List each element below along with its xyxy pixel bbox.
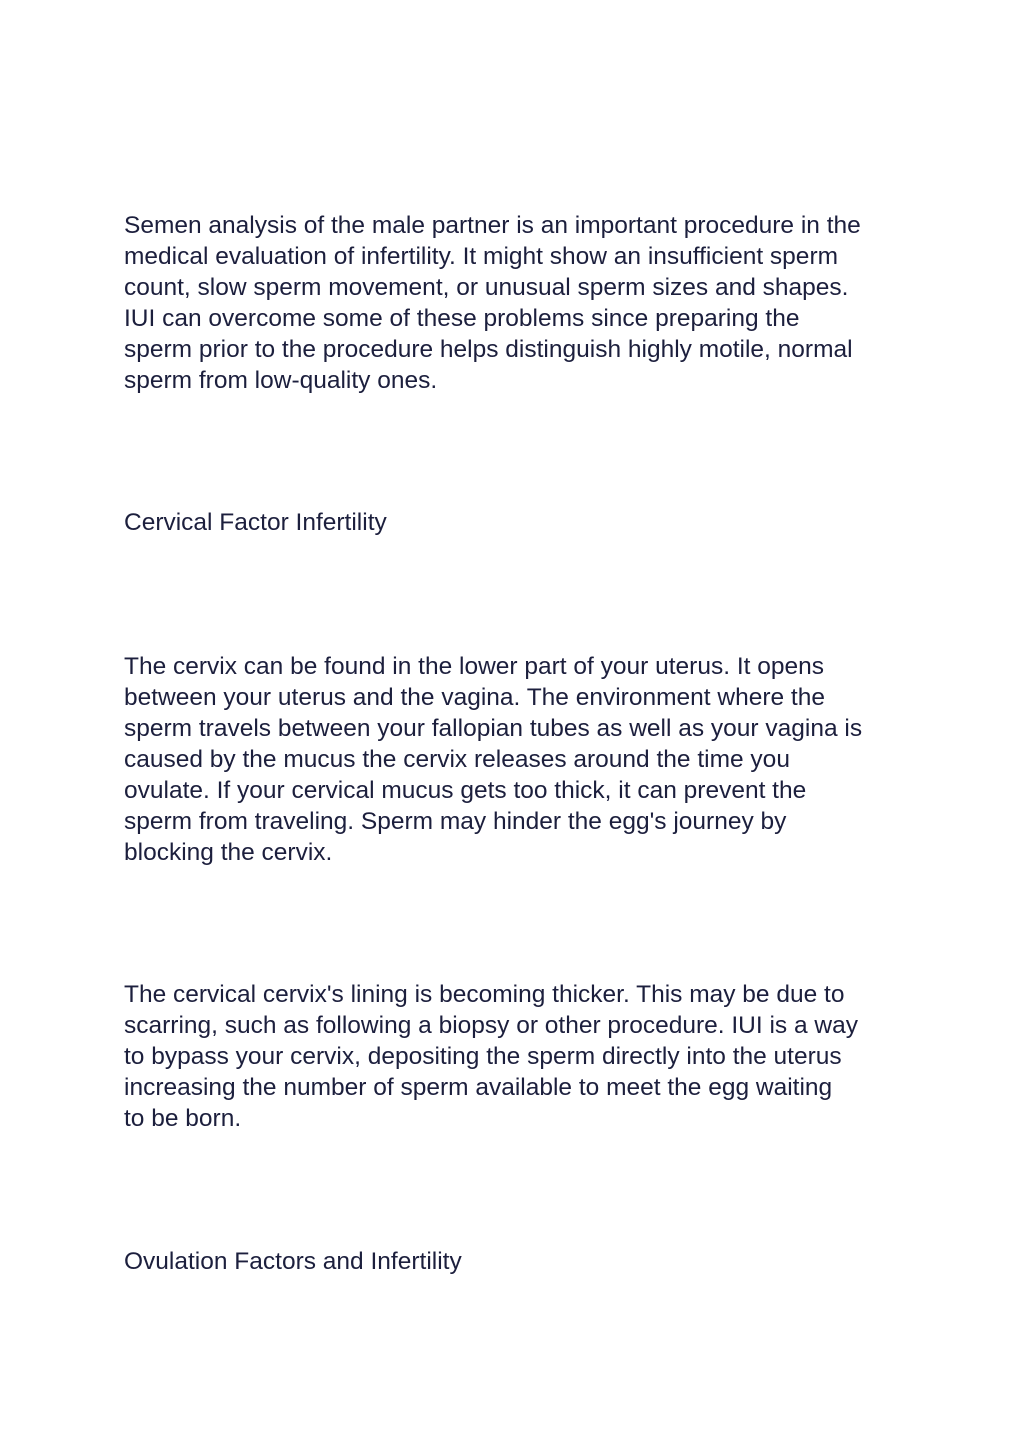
text-line: The cervix can be found in the lower part of your uterus. It opens (124, 653, 824, 680)
text-line: blocking the cervix. (124, 839, 333, 866)
text-line: ovulate. If your cervical mucus gets too thick, it can prevent the (124, 777, 807, 804)
heading-text: Ovulation Factors and Infertility (124, 1248, 462, 1275)
text-line: medical evaluation of infertility. It might show an insufficient sperm (124, 243, 839, 270)
text-line: between your uterus and the vagina. The environment where the (124, 684, 825, 711)
paragraph-semen-analysis (124, 210, 914, 396)
text-line: to be born. (124, 1105, 242, 1132)
text-line: sperm prior to the procedure helps distinguish highly motile, normal (124, 336, 853, 363)
paragraph-cervical-lining (124, 979, 914, 1134)
text-line: count, slow sperm movement, or unusual sperm sizes and shapes. (124, 274, 849, 301)
text-line: caused by the mucus the cervix releases around the time you (124, 746, 790, 773)
text-line: scarring, such as following a biopsy or other procedure. IUI is a way (124, 1012, 858, 1039)
text-line: IUI can overcome some of these problems since preparing the (124, 305, 800, 332)
text-line: Semen analysis of the male partner is an important procedure in the (124, 212, 861, 239)
heading-ovulation-factors (124, 1246, 914, 1277)
text-line: The cervical cervix's lining is becoming thicker. This may be due to (124, 981, 845, 1008)
text-line: sperm from traveling. Sperm may hinder the egg's journey by (124, 808, 787, 835)
text-line: sperm from low-quality ones. (124, 367, 438, 394)
text-line: to bypass your cervix, depositing the sperm directly into the uterus (124, 1043, 842, 1070)
text-line: increasing the number of sperm available to meet the egg waiting (124, 1074, 833, 1101)
text-line: sperm travels between your fallopian tubes as well as your vagina is (124, 715, 863, 742)
paragraph-cervix (124, 651, 914, 868)
heading-text: Cervical Factor Infertility (124, 509, 387, 536)
heading-cervical-factor (124, 507, 914, 538)
